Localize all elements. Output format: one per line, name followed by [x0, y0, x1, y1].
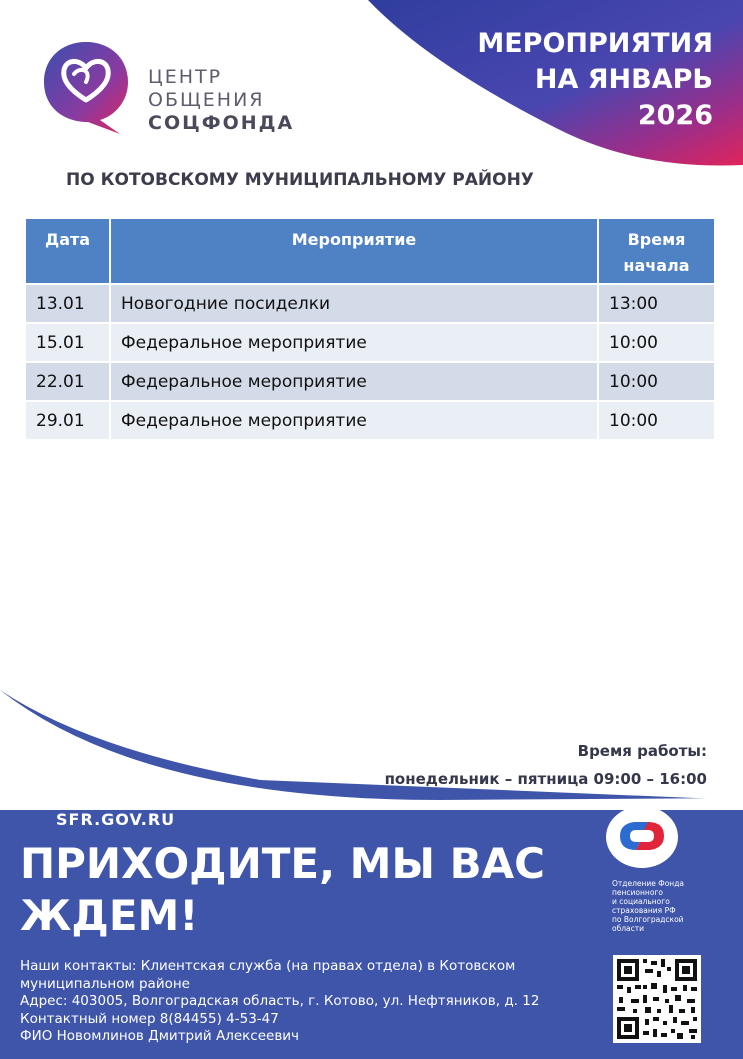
cell-event: Новогодние посиделки	[110, 284, 598, 323]
cell-event: Федеральное мероприятие	[110, 401, 598, 439]
logo-line-3: СОЦФОНДА	[148, 112, 295, 134]
heart-speech-bubble-icon	[40, 36, 132, 136]
title-line-3: 2026	[637, 100, 713, 131]
title-line-2: НА ЯНВАРЬ	[534, 64, 713, 95]
hours-value: понедельник – пятница 09:00 – 16:00	[384, 770, 707, 788]
cell-event: Федеральное мероприятие	[110, 323, 598, 362]
cell-time: 10:00	[598, 362, 714, 401]
slogan	[20, 838, 580, 942]
sfr-line-6: области	[612, 924, 644, 933]
header-time-line-2: начала	[623, 256, 690, 275]
cell-event: Федеральное мероприятие	[110, 362, 598, 401]
sfr-caption	[612, 879, 712, 933]
cell-date: 22.01	[26, 362, 110, 401]
slogan-line-2: ЖДЕМ!	[20, 891, 199, 940]
hours-label: Время работы:	[577, 742, 707, 760]
header-event: Мероприятие	[110, 219, 598, 284]
logo-text	[148, 66, 294, 135]
slogan-line-1: ПРИХОДИТЕ, МЫ ВАС	[20, 839, 545, 888]
sfr-line-2: пенсионного	[612, 888, 663, 897]
qr-code-icon[interactable]	[613, 955, 701, 1043]
sfr-line-1: Отделение Фонда	[612, 879, 684, 888]
cell-time: 13:00	[598, 284, 714, 323]
sfr-logo-icon	[606, 806, 678, 868]
cell-time: 10:00	[598, 401, 714, 439]
header-time	[598, 219, 714, 284]
page-title	[383, 26, 713, 134]
contacts-line-2: муниципальном районе	[20, 975, 190, 992]
sfr-line-3: и социального	[612, 897, 670, 906]
sfr-line-5: по Волгоградской	[612, 915, 684, 924]
cell-date: 15.01	[26, 323, 110, 362]
contacts-line-1: Наши контакты: Клиентская служба (на правах отдела) в Котовском	[20, 958, 516, 974]
table-row	[26, 323, 714, 362]
cell-date: 13.01	[26, 284, 110, 323]
cell-date: 29.01	[26, 401, 110, 439]
contacts-line-4: Контактный номер 8(84455) 4-53-47	[20, 1010, 279, 1027]
table-row	[26, 401, 714, 439]
working-hours	[385, 737, 707, 793]
title-line-1: МЕРОПРИЯТИЯ	[477, 28, 713, 59]
sfr-line-4: страхования РФ	[612, 906, 676, 915]
contacts-block	[20, 958, 560, 1046]
header-time-line-1: Время	[627, 230, 686, 249]
cell-time: 10:00	[598, 323, 714, 362]
contacts-line-5: ФИО Новомлинов Дмитрий Алексеевич	[20, 1028, 300, 1044]
district-subtitle: ПО КОТОВСКОМУ МУНИЦИПАЛЬНОМУ РАЙОНУ	[66, 170, 534, 190]
table-row	[26, 284, 714, 323]
table-row	[26, 362, 714, 401]
contacts-line-3: Адрес: 403005, Волгоградская область, г. Котово, ул. Нефтяников, д. 12	[20, 993, 540, 1009]
website-link[interactable]: SFR.GOV.RU	[56, 810, 176, 829]
header-date: Дата	[26, 219, 110, 284]
logo-line-1: ЦЕНТР	[148, 66, 223, 88]
events-table	[26, 219, 714, 439]
table-header-row	[26, 219, 714, 284]
logo-line-2: ОБЩЕНИЯ	[148, 89, 265, 111]
